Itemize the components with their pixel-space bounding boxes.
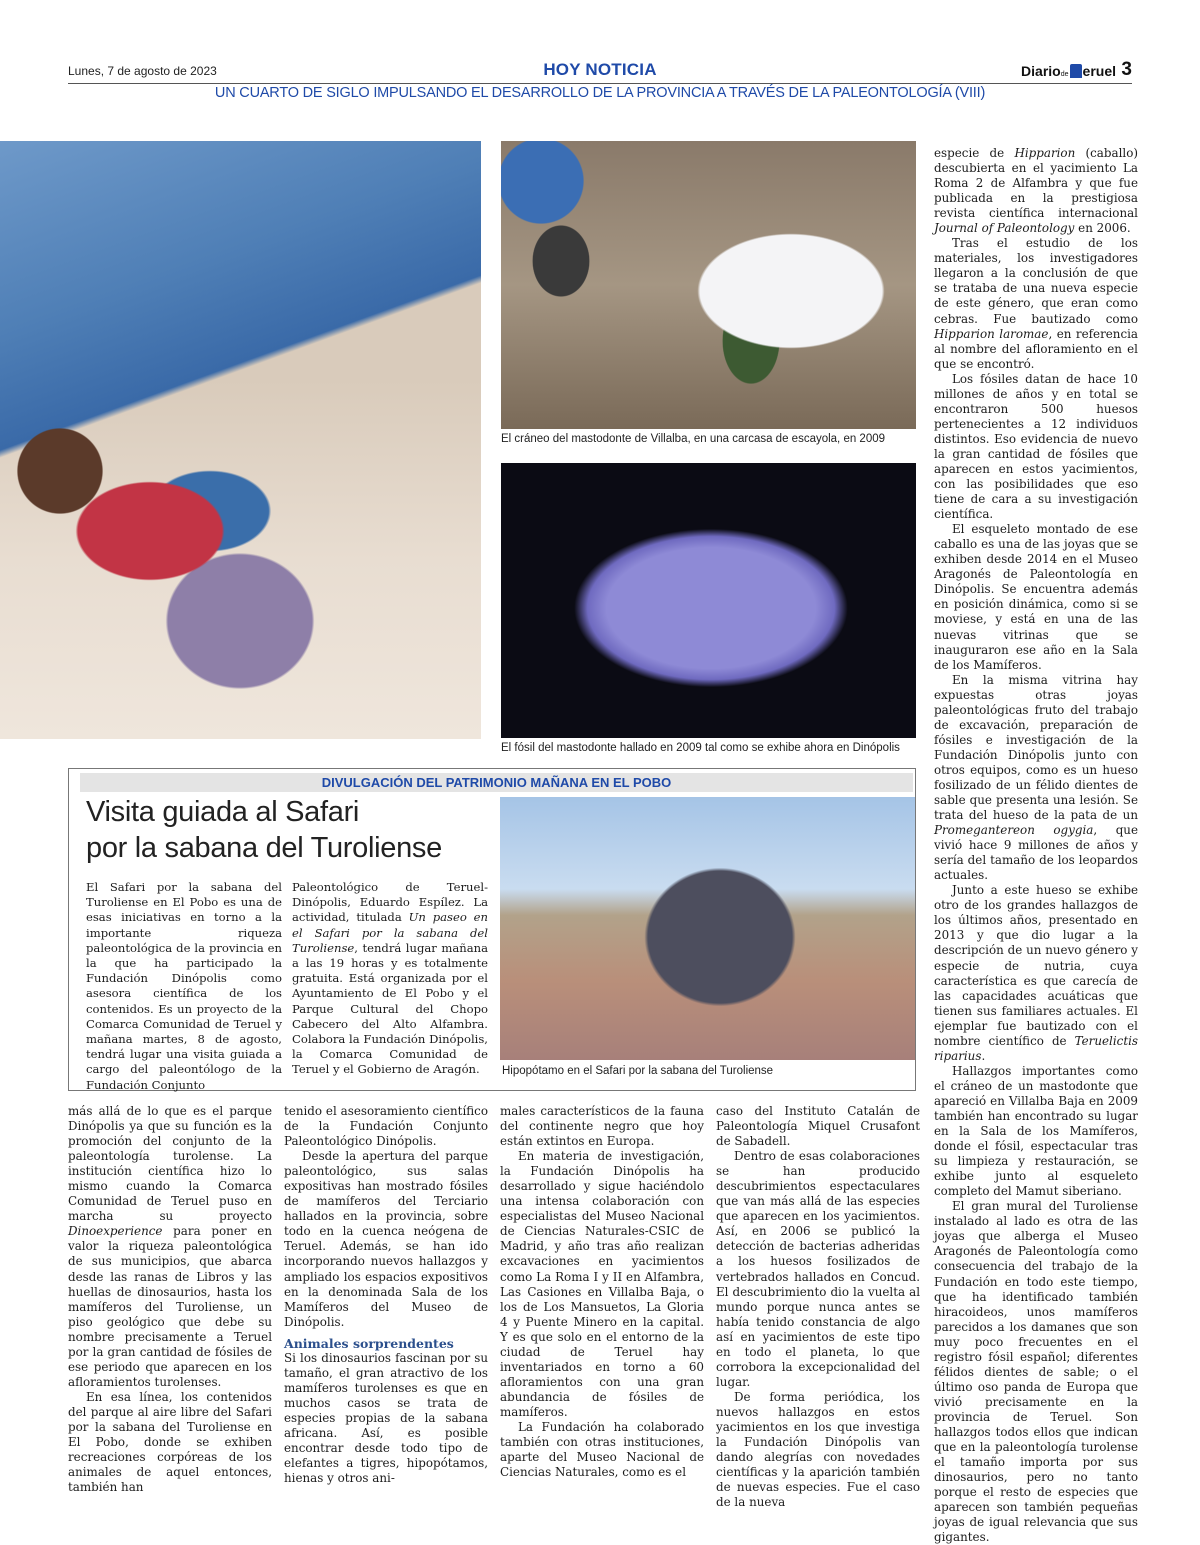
journal-name: Journal of Paleontology: [934, 221, 1075, 236]
paragraph: El esqueleto montado de ese caballo es una de las joyas que se exhiben desde 2014 en el Museo Aragonés de Paleontología en Dinópolis. Se encuentra además en posición dinámica, como si se moviese, y está en una de las nuevas vitrinas que se inauguraron ese año en la Sala de los Mamíferos.: [934, 522, 1138, 672]
sidebar-kicker: DIVULGACIÓN DEL PATRIMONIO MAÑANA EN EL POBO: [80, 773, 913, 792]
article-column-3: [500, 1104, 704, 1480]
sidebar-column-2: [292, 880, 488, 1078]
article-column-2: [284, 1104, 488, 1486]
mastodon-dig-photo: [501, 141, 916, 429]
paragraph: Hallazgos importantes como el cráneo de un mastodonte que apareció en Villalba Baja en 2009 también han encontrado su lugar en la Sala de los Mamíferos, donde el fósil, espectacular tras su limpieza y restauración, se exhibe junto al esqueleto completo del Mamut siberiano.: [934, 1063, 1138, 1199]
species-name: Hipparion: [1014, 146, 1076, 160]
sidebar-headline-line1: Visita guiada al Safari: [86, 796, 360, 828]
text: , tendrá lugar mañana a las 19 horas y es totalmente gratuita. Está organizada por el Ayuntamiento de El Pobo y el Parque Cultural del Chopo Cabecero del Alto Alfambra. Colabora la Fundación Dinópolis, la Comarca Comunidad de Teruel y el Gobierno de Aragón.: [292, 940, 488, 1077]
hippo-caption: Hipopótamo en el Safari por la sabana del Turoliense: [502, 1065, 774, 1077]
text: para poner en valor la riqueza paleontológica de sus municipios, que abarca desde las ranas de Libros y las huellas de dinosaurios, hasta los mamíferos del Turoliense, un piso geológico que debe su nombre precisamente a Teruel por la gran cantidad de fósiles de ese periodo que aparecen en los afloramientos turolenses.: [68, 1224, 272, 1389]
species-name: Promegantereon ogygia: [934, 823, 1094, 838]
paragraph: [934, 146, 1138, 236]
text: Tras el estudio de los materiales, los investigadores llegaron a la conclusión de que se trataba de una nueva especie de este género, que eran como cebras. Fue bautizado como: [934, 236, 1138, 326]
paragraph: El gran mural del Turoliense instalado al lado es otra de las joyas que alberga el Museo Aragonés de Paleontología como consecuencia del trabajo de la Fundación en todo este tiempo, que ha identificado también hiracoideos, unos mamíferos parecidos a los damanes que son muy poco frecuentes en el registro fósil español; diferentes félidos dientes de sable; o el último oso panda de Europa que vivió precisamente en la provincia de Teruel. Son hallazgos todos ellos que indican que en la paleontología turolense el tamaño importa por sus dinosaurios, pero no tanto porque el resto de especies que aparecen son también pequeñas joyas de igual relevancia que sus gigantes.: [934, 1199, 1138, 1545]
text: (caballo) descubierta en el yacimiento La Roma 2 de Alfambra y que fue publicada en la prestigiosa revista científica internacional: [934, 146, 1138, 221]
fossil-photo: [501, 463, 916, 738]
newspaper-logo: [1021, 63, 1116, 79]
paragraph: caso del Instituto Catalán de Paleontología Miquel Crusafont de Sabadell.: [716, 1104, 920, 1149]
header-divider: [68, 83, 1132, 84]
section-title: HOY NOTICIA: [543, 60, 657, 79]
text: , que vivió hace 9 millones de años y sería del tamaño de los leopardos actuales.: [934, 823, 1138, 883]
paragraph: [934, 236, 1138, 371]
paragraph: [68, 1104, 272, 1390]
text: , en referencia al nombre del afloramiento en el que se encontró.: [934, 326, 1138, 371]
article-column-4: [716, 1104, 920, 1510]
series-title: UN CUARTO DE SIGLO IMPULSANDO EL DESARROLLO DE LA PROVINCIA A TRAVÉS DE LA PALEONTOLOGÍA (VIII): [214, 85, 986, 101]
paragraph: Desde la apertura del parque paleontológico, sus salas expositivas han mostrado fósiles de mamíferos del Terciario hallados en la provincia, sobre todo en la cuenca neógena de Teruel. Además, se han ido incorporando nuevos hallazgos y ampliado los espacios expositivos en la denominada Sala de los Mamíferos del Museo de Dinópolis.: [284, 1149, 488, 1329]
text: .: [981, 1048, 986, 1063]
page-number: 3: [1121, 59, 1132, 80]
text: Junto a este hueso se exhibe otro de los grandes hallazgos de los últimos años, presentado en 2013 y que dio lugar a la descripción de un nuevo género y especie de nutria, cuya característica es que carecía de las capacidades acuáticas que tienen sus familiares actuales. El ejemplar fue bautizado con el nombre científico de: [934, 883, 1138, 1048]
fossil-caption: El fósil del mastodonte hallado en 2009 tal como se exhibe ahora en Dinópolis: [501, 742, 900, 754]
logo-text-de: de: [1060, 71, 1069, 78]
logo-t-icon: [1070, 64, 1082, 78]
text: especie de: [934, 146, 1015, 160]
paragraph: En esa línea, los contenidos del parque al aire libre del Safari por la sabana del Turoliense en El Pobo, donde se exhiben recreaciones corpóreas de los animales de aquel entonces, también han: [68, 1389, 272, 1495]
excavation-photo: [0, 141, 481, 739]
paragraph: Los fósiles datan de hace 10 millones de años y en total se encontraron 500 huesos pertenecientes a 12 individuos distintos. Eso evidencia de nuevo la gran cantidad de fósiles que aparecen en estos yacimientos, con las posibilidades que eso tiene de cara a su investigación científica.: [934, 371, 1138, 522]
article-column-5: [934, 146, 1138, 1545]
paragraph: La Fundación ha colaborado también con otras instituciones, aparte del Museo Nacional de Ciencias Naturales, como es el: [500, 1419, 704, 1480]
paragraph: Dentro de esas colaboraciones se han producido descubrimientos espectaculares que van más allá de las especies que aparecen en los yacimientos. Así, en 2006 se publicó la detección de bacterias adheridas a los huesos fosilizados de vertebrados hallados en Concud. El descubrimiento dio la vuelta al mundo porque nunca antes se había tenido constancia de algo así en yacimientos de este tipo en todo el planeta, lo que corrobora la excepcionalidad del lugar.: [716, 1149, 920, 1389]
paragraph: Si los dinosaurios fascinan por su tamaño, el gran atractivo de los mamíferos turolenses es que en muchos casos se trata de especies propias de la sabana africana. Así, es posible encontrar desde todo tipo de elefantes a tigres, hipopótamos, hienas y otros ani-: [284, 1350, 488, 1486]
activity-title: Un paseo en el Safari por la sabana del Turoliense: [292, 910, 488, 955]
text: Paleontológico de Teruel-Dinópolis, Eduardo Espílez. La actividad, titulada: [292, 880, 488, 925]
text: más allá de lo que es el parque Dinópolis ya que su función es la promoción del conjunto de la paleontología turolense. La institución científica hizo lo mismo cuando la Comarca Comunidad de Teruel puso en marcha su proyecto: [68, 1104, 272, 1224]
sidebar-column-1: El Safari por la sabana del Turoliense en El Pobo es una de esas iniciativas en torno a la importante riqueza paleontológica de la provincia en la que ha participado la Fundación Dinópolis como asesora científica de los contenidos. Es un proyecto de la Comarca Comunidad de Teruel y mañana martes, 8 de agosto, tendrá lugar una visita guiada a cargo del paleontólogo de la Fundación Conjunto: [86, 880, 282, 1092]
species-name: Teruelictis riparius: [934, 1033, 1138, 1063]
paragraph: [934, 883, 1138, 1064]
paragraph: males característicos de la fauna del continente negro que hoy están extintos en Europa.: [500, 1104, 704, 1149]
project-name: Dinoexperience: [68, 1224, 163, 1239]
text: en 2006.: [1074, 221, 1131, 236]
sidebar-headline-line2: por la sabana del Turoliense: [86, 832, 442, 864]
sidebar-headline: [86, 794, 442, 866]
mastodon-dig-caption: El cráneo del mastodonte de Villalba, en una carcasa de escayola, en 2009: [501, 433, 886, 445]
issue-date: Lunes, 7 de agosto de 2023: [68, 64, 217, 78]
article-column-1: [68, 1104, 272, 1495]
paragraph: [934, 673, 1138, 884]
logo-text-prefix: Diario: [1021, 63, 1061, 79]
paragraph: tenido el asesoramiento científico de la Fundación Conjunto Paleontológico Dinópolis.: [284, 1104, 488, 1149]
paragraph: En materia de investigación, la Fundación Dinópolis ha desarrollado y sigue haciéndolo una intensa colaboración con especialistas del Museo Nacional de Ciencias Naturales-CSIC de Madrid, y año tras año realizan excavaciones en yacimientos como La Roma I y II en Alfambra, Las Casiones en Villalba Baja, o los de Los Mansuetos, La Gloria 4 y Puente Minero en la capital. Y es que solo en el entorno de la ciudad de Teruel hay inventariados en torno a 60 afloramientos con una gran abundancia de fósiles de mamíferos.: [500, 1149, 704, 1419]
text: En la misma vitrina hay expuestas otras joyas paleontológicas fruto del trabajo de excavación, preparación de fósiles e investigación de la Fundación Dinópolis junto con otros equipos, como es un hueso fosilizado de un félido dientes de sable que presenta una lesión. Se trata del hueso de la pata de un: [934, 672, 1138, 823]
paragraph: De forma periódica, los nuevos hallazgos en estos yacimientos en los que investiga la Fundación Dinópolis van dando alegrías con novedades científicas y la aparición también de nuevas especies. Fue el caso de la nueva: [716, 1389, 920, 1510]
species-name: Hipparion laromae: [934, 326, 1049, 341]
logo-text-suffix: eruel: [1082, 63, 1116, 79]
hippo-photo: [500, 797, 915, 1060]
article-subheading: Animales sorprendentes: [284, 1335, 454, 1351]
